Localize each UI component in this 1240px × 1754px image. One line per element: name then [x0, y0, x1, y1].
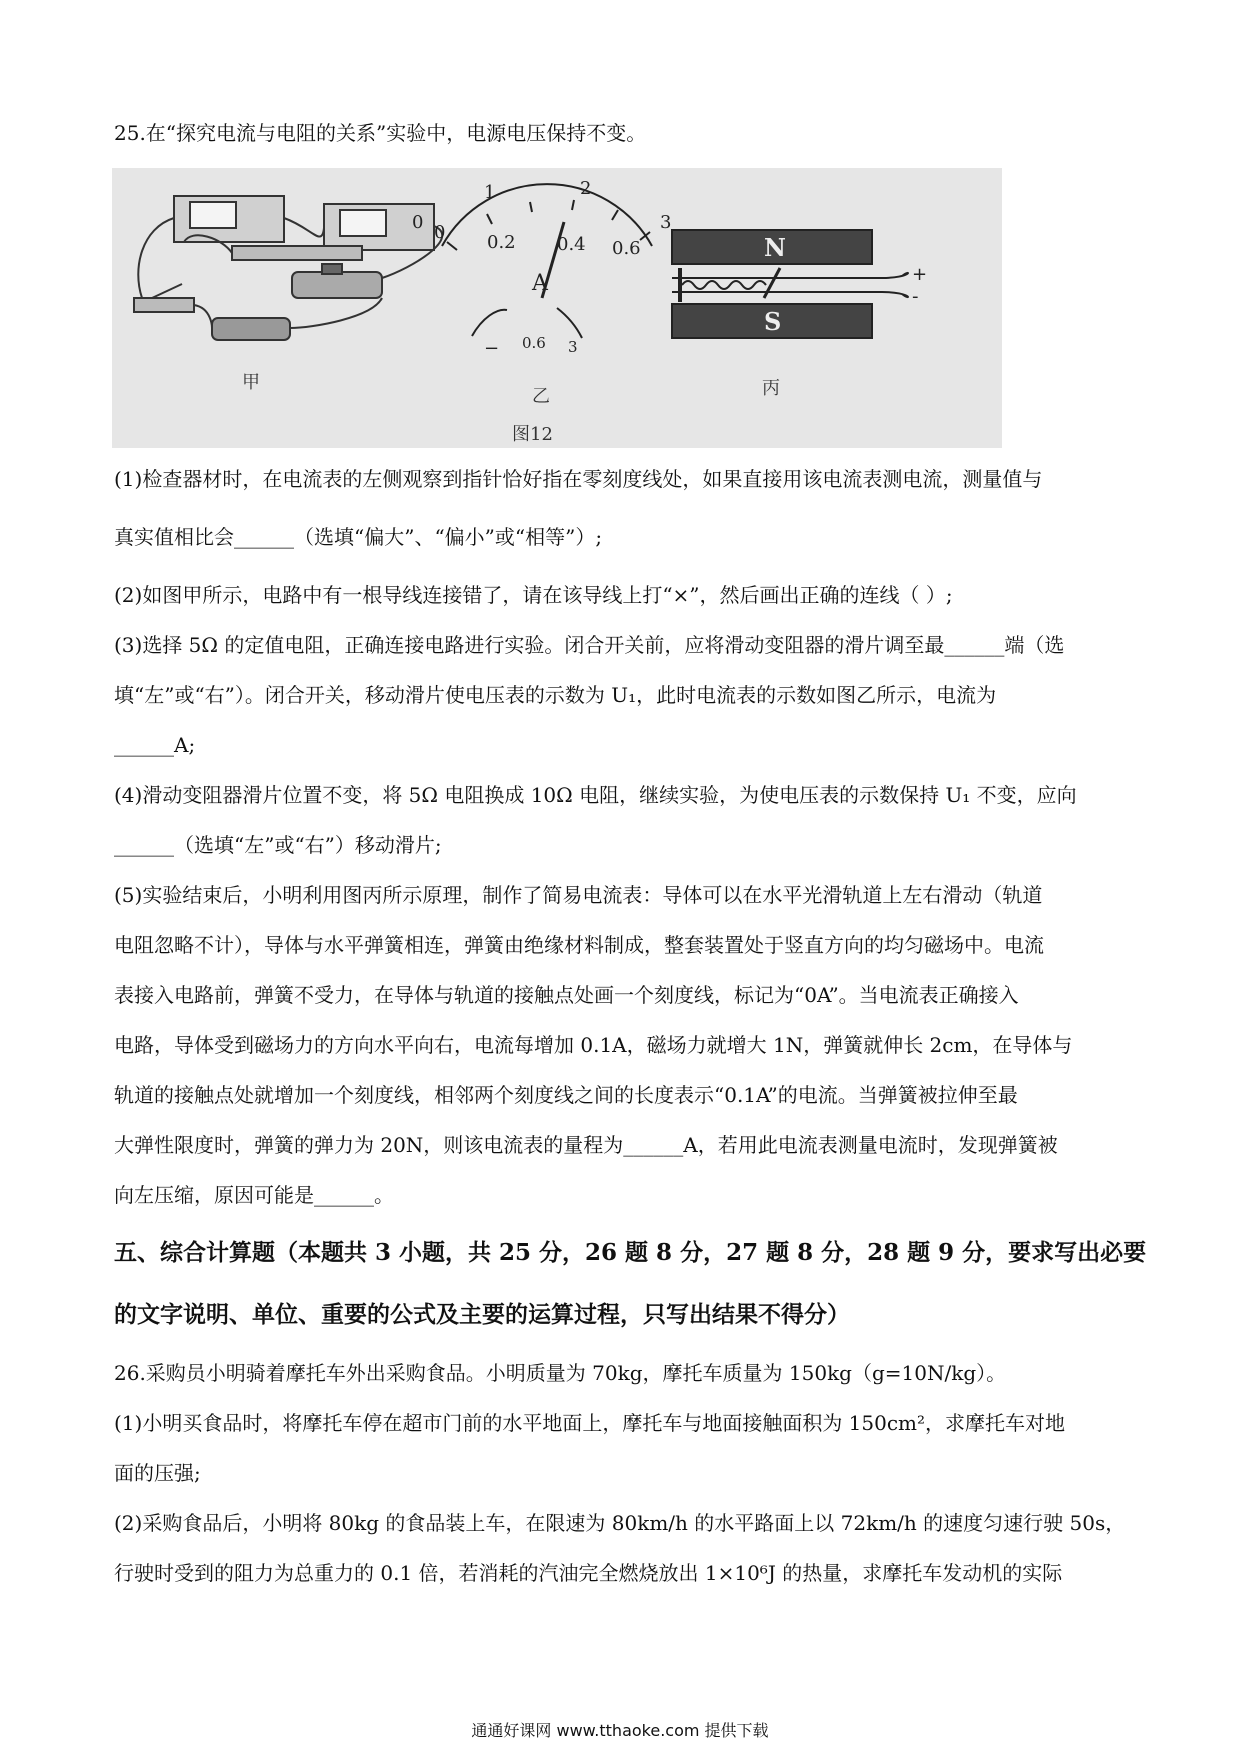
scale-bottom-1: 0.2 — [487, 232, 516, 253]
magnet-rail-bing — [672, 230, 908, 338]
label-yi: 乙 — [532, 386, 550, 407]
q26-line-4: (2)采购食品后，小明将 80kg 的食品装上车，在限速为 80km/h 的水平路面上以 72km/h 的速度匀速行驶 50s， — [114, 1511, 1126, 1535]
ammeter-dial-yi — [442, 184, 652, 338]
page-footer: 通通好课网 www.tthaoke.com 提供下载 — [471, 1721, 769, 1740]
fixed-resistor — [232, 246, 362, 260]
rheostat — [292, 272, 382, 298]
q25-line-5: 填“左”或“右”）。闭合开关，移动滑片使电压表的示数为 U₁，此时电流表的示数如图乙所示，电流为 — [114, 683, 997, 707]
q26-line-1: 26.采购员小明骑着摩托车外出采购食品。小明质量为 70kg，摩托车质量为 150kg（g=10N/kg）。 — [114, 1361, 1007, 1385]
label-jia: 甲 — [242, 372, 260, 393]
meter-letter: A — [532, 271, 548, 296]
q25-line-3: (2)如图甲所示，电路中有一根导线连接错了，请在该导线上打“×”，然后画出正确的连线（ ）; — [114, 583, 953, 607]
conductor-rod — [764, 268, 780, 298]
magnet-s-label: S — [764, 307, 782, 336]
scale-top-0: 0 — [412, 212, 424, 233]
section5-heading-line1: 五、综合计算题（本题共 3 小题，共 25 分，26 题 8 分，27 题 8 分，28 题 9 分，要求写出必要 — [114, 1239, 1147, 1266]
scale-top-1: 1 — [484, 182, 496, 203]
q25-line-11: 表接入电路前，弹簧不受力，在导体与轨道的接触点处画一个刻度线，标记为“0A”。当电流表正确接入 — [114, 983, 1019, 1007]
figure-12-drawing — [112, 168, 1002, 448]
figure-caption: 图12 — [512, 424, 553, 445]
figure-12 — [112, 168, 1002, 448]
q25-line-10: 电阻忽略不计），导体与水平弹簧相连，弹簧由绝缘材料制成，整套装置处于竖直方向的均匀磁场中。电流 — [114, 933, 1044, 957]
scale-bottom-0: 0 — [434, 222, 446, 243]
q25-line-1: (1)检查器材时，在电流表的左侧观察到指针恰好指在零刻度线处，如果直接用该电流表测电流，测量值与 — [114, 467, 1043, 491]
q25-line-6: ______A; — [114, 733, 196, 757]
circuit-jia — [134, 196, 442, 340]
terminal-minus: − — [484, 338, 500, 359]
q25-line-7: (4)滑动变阻器滑片位置不变，将 5Ω 电阻换成 10Ω 电阻，继续实验，为使电压表的示数保持 U₁ 不变，应向 — [114, 783, 1077, 807]
scale-top-3: 3 — [660, 212, 672, 233]
spring — [682, 281, 766, 289]
plus-sign: + — [912, 264, 928, 285]
q25-line-8: ______（选填“左”或“右”）移动滑片; — [114, 833, 442, 857]
q26-line-2: (1)小明买食品时，将摩托车停在超市门前的水平地面上，摩托车与地面接触面积为 150cm²，求摩托车对地 — [114, 1411, 1066, 1435]
switch — [134, 298, 194, 312]
minus-sign: - — [912, 286, 919, 307]
q25-line-13: 轨道的接触点处就增加一个刻度线，相邻两个刻度线之间的长度表示“0.1A”的电流。当弹簧被拉伸至最 — [114, 1083, 1018, 1107]
magnet-n-label: N — [764, 233, 786, 262]
scale-top-2: 2 — [580, 178, 592, 199]
q25-line-9: (5)实验结束后，小明利用图丙所示原理，制作了简易电流表：导体可以在水平光滑轨道上左右滑动（轨道 — [114, 883, 1043, 907]
q25-line-2: 真实值相比会______（选填“偏大”、“偏小”或“相等”）; — [114, 525, 603, 549]
q26-line-3: 面的压强; — [114, 1461, 201, 1485]
terminal-06: 0.6 — [522, 334, 546, 352]
label-bing: 丙 — [762, 378, 780, 399]
q25-line-4: (3)选择 5Ω 的定值电阻，正确连接电路进行实验。闭合开关前，应将滑动变阻器的滑片调至最______端（选 — [114, 633, 1065, 657]
terminal-3: 3 — [568, 338, 578, 356]
q26-line-5: 行驶时受到的阻力为总重力的 0.1 倍，若消耗的汽油完全燃烧放出 1×10⁶J 的热量，求摩托车发动机的实际 — [114, 1561, 1063, 1585]
section5-heading-line2: 的文字说明、单位、重要的公式及主要的运算过程，只写出结果不得分） — [114, 1301, 850, 1328]
q25-line-15: 向左压缩，原因可能是______。 — [114, 1183, 394, 1207]
q25-line-12: 电路，导体受到磁场力的方向水平向右，电流每增加 0.1A，磁场力就增大 1N，弹簧就伸长 2cm，在导体与 — [114, 1033, 1073, 1057]
battery — [212, 318, 290, 340]
scale-bottom-3: 0.6 — [612, 238, 641, 259]
q25-line-14: 大弹性限度时，弹簧的弹力为 20N，则该电流表的量程为______A，若用此电流表测量电流时，发现弹簧被 — [114, 1133, 1058, 1157]
scale-bottom-2: 0.4 — [557, 234, 586, 255]
q25-title: 25.在“探究电流与电阻的关系”实验中，电源电压保持不变。 — [114, 121, 647, 145]
